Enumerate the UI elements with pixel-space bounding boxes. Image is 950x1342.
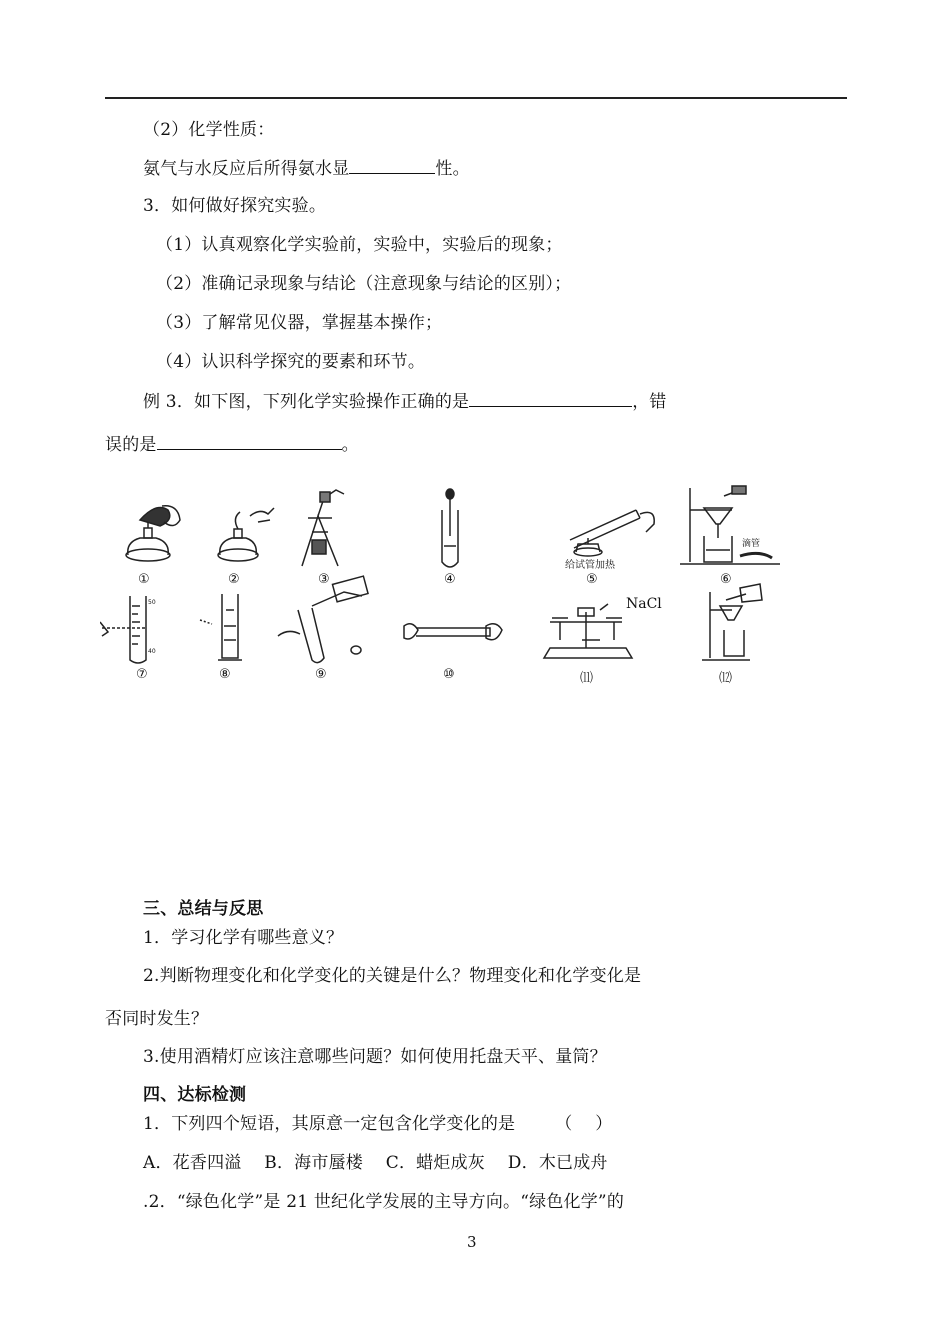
page-number: 3 <box>467 1233 477 1251</box>
answer-blank[interactable] <box>349 158 435 174</box>
dropper-caption: 滴管 <box>742 539 761 549</box>
cylinder-mark-50: 50 <box>148 599 156 606</box>
test-tube-dropper <box>442 489 458 567</box>
example-3-text: 例 3．如下图，下列化学实验操作正确的是 <box>143 392 470 412</box>
section-4-q1-options: A．花香四溢 B．海市蜃楼 C．蜡炬成灰 D．木已成舟 <box>143 1153 608 1173</box>
section-4-q1 <box>143 1114 612 1134</box>
figure-label-10: ⑩ <box>443 667 455 682</box>
wrong-end: 。 <box>341 435 359 455</box>
ammonia-question-text: 氨气与水反应后所得氨水显 <box>143 159 350 179</box>
figure-label-5: ⑤ <box>586 572 598 587</box>
pouring-beaker <box>702 584 762 660</box>
figure-label-2: ② <box>228 572 240 587</box>
figure-label-9: ⑨ <box>315 667 327 682</box>
ammonia-question-end: 性。 <box>435 159 470 179</box>
example-3-end: ，错 <box>632 392 667 412</box>
figure-label-6: ⑥ <box>720 572 732 587</box>
figure-label-7: ⑦ <box>136 667 148 682</box>
nacl-label: NaCl <box>626 596 662 612</box>
example-3-question-cont <box>105 434 359 455</box>
cylinder-mark-40: 40 <box>148 648 156 655</box>
figure-label-8: ⑧ <box>219 667 231 682</box>
section-4-q2: .2．“绿色化学”是 21 世纪化学发展的主导方向。“绿色化学”的 <box>143 1192 625 1212</box>
alcohol-lamp-1 <box>126 506 180 561</box>
filtration-setup <box>680 486 780 564</box>
inquiry-item-2: （2）准确记录现象与结论（注意现象与结论的区别）； <box>156 274 572 294</box>
figure-label-11: ⑾ <box>580 671 594 686</box>
inquiry-heading: 3．如何做好探究实验。 <box>143 196 327 216</box>
example-3-question <box>143 391 667 412</box>
balance-scale <box>544 604 632 658</box>
figure-label-12: ⑿ <box>719 671 733 686</box>
figure-label-1: ① <box>138 572 150 587</box>
inquiry-item-3: （3）了解常见仪器，掌握基本操作； <box>156 313 443 333</box>
figure-label-3: ③ <box>318 572 330 587</box>
wrong-answer-blank[interactable] <box>157 434 342 450</box>
cylinder-reading-8 <box>200 594 242 660</box>
answer-bracket[interactable]: （ ） <box>555 1114 613 1134</box>
section-3-q2: 2.判断物理变化和化学变化的关键是什么？物理变化和化学变化是 <box>143 966 642 986</box>
section-3-heading: 三、总结与反思 <box>143 899 264 919</box>
tube-heating <box>570 510 654 556</box>
lab-operations-figure <box>100 480 800 690</box>
hands-holding-tube <box>404 624 502 640</box>
alcohol-lamp-2 <box>218 508 274 561</box>
ammonia-question <box>143 158 470 179</box>
inquiry-item-1: （1）认真观察化学实验前，实验中，实验后的现象； <box>156 235 563 255</box>
cylinder-reading-7 <box>100 596 146 663</box>
section-4-q1-text: 1．下列四个短语，其原意一定包含化学变化的是 <box>143 1114 516 1134</box>
header-rule <box>105 97 847 99</box>
tube-heating-caption: 给试管加热 <box>565 560 615 571</box>
section-4-heading: 四、达标检测 <box>143 1085 247 1105</box>
section-3-q3: 3.使用酒精灯应该注意哪些问题？如何使用托盘天平、量筒？ <box>143 1047 607 1067</box>
pouring-liquid <box>278 576 368 662</box>
inquiry-item-4: （4）认识科学探究的要素和环节。 <box>156 352 426 372</box>
figure-label-4: ④ <box>444 572 456 587</box>
wrong-label: 误的是 <box>105 435 157 455</box>
tripod-heating <box>302 490 344 566</box>
section-3-q1: 1．学习化学有哪些意义？ <box>143 928 344 948</box>
correct-answer-blank[interactable] <box>469 391 632 407</box>
chem-property-heading: （2）化学性质： <box>143 120 275 140</box>
section-3-q2-cont: 否同时发生？ <box>105 1009 209 1029</box>
